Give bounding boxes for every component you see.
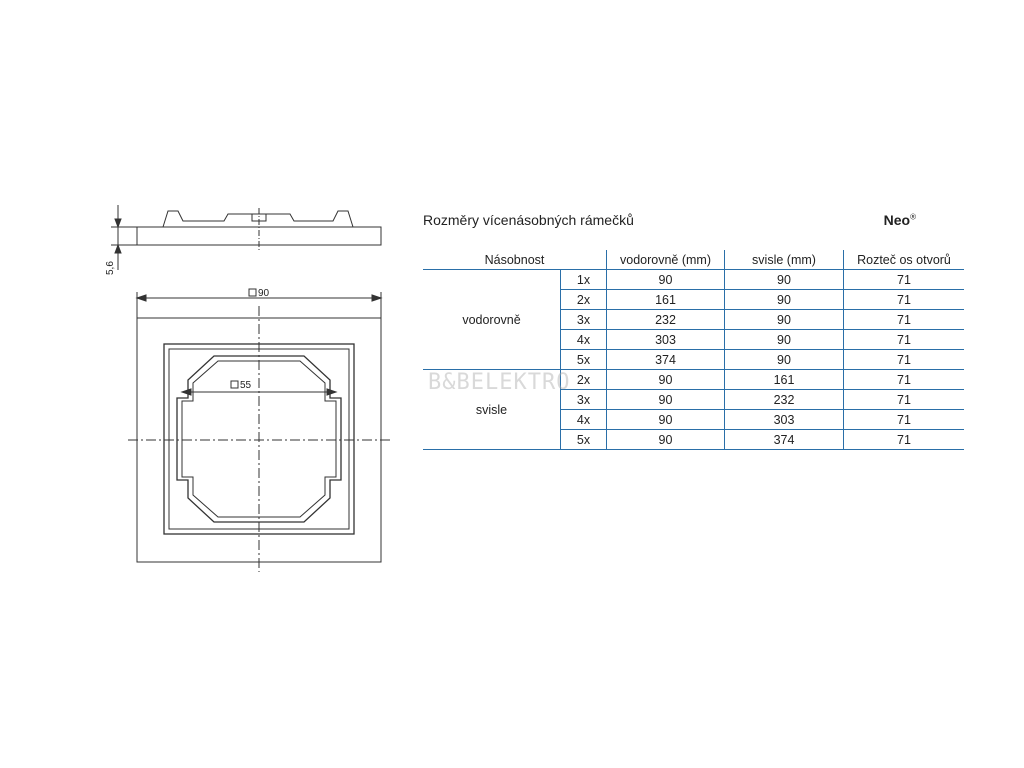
cell-h: 374 (607, 350, 725, 370)
cell-p: 71 (844, 310, 965, 330)
cell-p: 71 (844, 290, 965, 310)
cell-mult: 3x (561, 390, 607, 410)
cell-h: 90 (607, 390, 725, 410)
front-view (128, 289, 390, 572)
cell-v: 90 (725, 290, 844, 310)
cell-h: 90 (607, 430, 725, 450)
cell-mult: 4x (561, 330, 607, 350)
side-dim-label: 5,6 (105, 261, 116, 275)
cell-p: 71 (844, 330, 965, 350)
inner-dim-label: 55 (240, 380, 252, 391)
cell-mult: 5x (561, 430, 607, 450)
cell-v: 90 (725, 270, 844, 290)
cell-p: 71 (844, 410, 965, 430)
table-row (423, 270, 964, 290)
dimensions-table (423, 250, 964, 450)
cell-v: 90 (725, 310, 844, 330)
header-pitch: Rozteč os otvorů (844, 250, 965, 270)
cell-v: 232 (725, 390, 844, 410)
cell-h: 232 (607, 310, 725, 330)
brand-label (884, 212, 916, 228)
brand-mark: ® (910, 212, 916, 222)
cell-h: 303 (607, 330, 725, 350)
watermark: B&BELEKTRO (428, 370, 571, 395)
cell-mult: 3x (561, 310, 607, 330)
brand-name: Neo (883, 212, 911, 228)
cell-v: 90 (725, 330, 844, 350)
group-label-horizontal: vodorovně (423, 270, 561, 370)
cell-v: 161 (725, 370, 844, 390)
cell-p: 71 (844, 350, 965, 370)
cell-mult: 2x (561, 370, 607, 390)
cell-v: 90 (725, 350, 844, 370)
table-header-row (423, 250, 964, 270)
group-label-vertical: svisle (423, 370, 561, 450)
header-horizontal: vodorovně (mm) (607, 250, 725, 270)
cell-v: 374 (725, 430, 844, 450)
cell-v: 303 (725, 410, 844, 430)
header-vertical: svisle (mm) (725, 250, 844, 270)
side-view (111, 205, 381, 270)
cell-p: 71 (844, 390, 965, 410)
cell-mult: 5x (561, 350, 607, 370)
cell-h: 90 (607, 370, 725, 390)
outer-dim-label: 90 (258, 288, 270, 299)
page-title: Rozměry vícenásobných rámečků (423, 212, 634, 228)
cell-h: 161 (607, 290, 725, 310)
cell-h: 90 (607, 410, 725, 430)
cell-p: 71 (844, 370, 965, 390)
cell-p: 71 (844, 430, 965, 450)
cell-mult: 4x (561, 410, 607, 430)
cell-mult: 1x (561, 270, 607, 290)
header-multiplicity: Násobnost (423, 250, 607, 270)
cell-mult: 2x (561, 290, 607, 310)
cell-p: 71 (844, 270, 965, 290)
cell-h: 90 (607, 270, 725, 290)
